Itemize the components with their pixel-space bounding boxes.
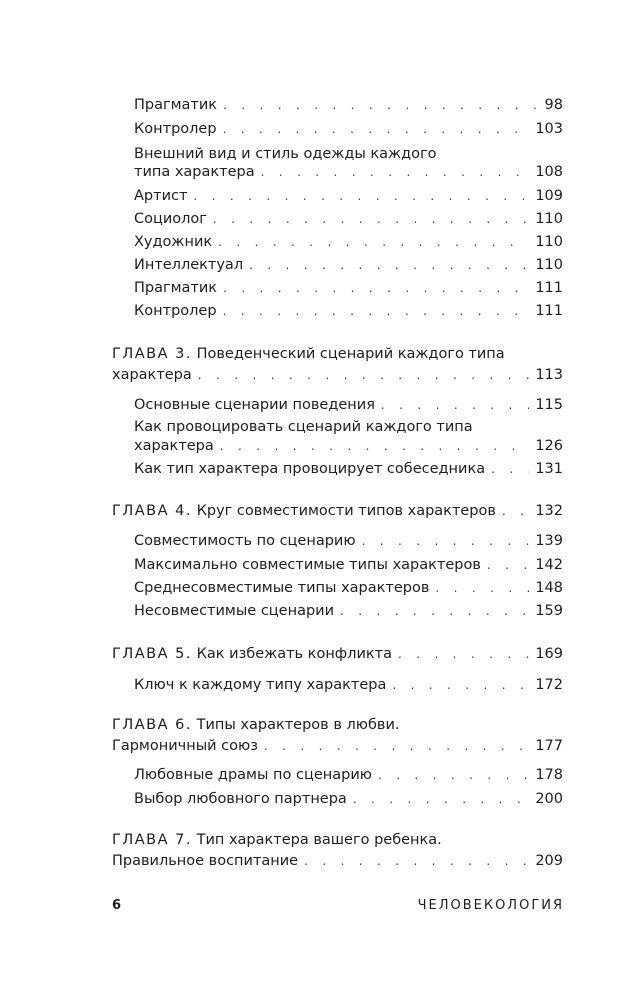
leader-dots (378, 766, 529, 784)
leader-dots (218, 233, 529, 251)
chapter-label: ГЛАВА 3. (112, 346, 192, 362)
toc-entry-title: Несовместимые сценарии (134, 603, 335, 619)
leader-dots (502, 502, 529, 520)
chapter-entry (112, 502, 563, 520)
toc-entry-title-line: Внешний вид и стиль одежды каждого (134, 146, 437, 162)
toc-entry (134, 556, 563, 574)
leader-dots (193, 187, 529, 205)
chapter-entry (112, 645, 563, 663)
leader-dots (264, 737, 529, 755)
toc-entry (134, 120, 563, 138)
toc-entry-title: типа характера (134, 164, 255, 180)
chapter-page: 177 (535, 738, 563, 754)
toc-entry (134, 460, 563, 478)
toc-entry-title: Среднесовместимые типы характеров (134, 580, 430, 596)
toc-entry (134, 790, 563, 808)
toc-entry (134, 766, 563, 784)
toc-entry-page: 115 (535, 397, 563, 413)
toc-entry (134, 210, 563, 228)
chapter-label: ГЛАВА 7. (112, 832, 192, 848)
toc-entry-page: 110 (535, 211, 563, 227)
chapter-title-continued: характера (112, 367, 192, 383)
chapter-title: Поведенческий сценарий каждого типа (196, 346, 505, 362)
leader-dots (392, 676, 529, 694)
toc-entry-page: 126 (535, 438, 563, 454)
chapter-heading (112, 502, 496, 520)
chapter-label: ГЛАВА 6. (112, 717, 192, 733)
toc-entry-title: Художник (134, 234, 213, 250)
leader-dots (249, 256, 529, 274)
chapter-page: 113 (535, 367, 563, 383)
toc-entry-title: Любовные драмы по сценарию (134, 767, 372, 783)
chapter-title-continued: Гармоничный союз (112, 738, 258, 754)
leader-dots (304, 852, 529, 870)
leader-dots (381, 396, 529, 414)
leader-dots (261, 163, 530, 181)
page-number: 6 (112, 898, 122, 913)
toc-entry-title: Интеллектуал (134, 257, 244, 273)
chapter-entry (112, 366, 563, 384)
toc-entry-title: Прагматик (134, 280, 218, 296)
toc-entry-page: 110 (535, 257, 563, 273)
toc-entry-page: 103 (535, 121, 563, 137)
chapter-title: Тип характера вашего ребенка. (196, 832, 442, 848)
toc-entry (134, 579, 563, 597)
toc-entry-page: 139 (535, 533, 563, 549)
toc-entry (134, 396, 563, 414)
toc-entry-page: 108 (535, 164, 563, 180)
chapter-title: Круг совместимости типов характеров (196, 503, 496, 519)
leader-dots (223, 96, 538, 114)
toc-entry-title: Совместимость по сценарию (134, 533, 356, 549)
chapter-heading (112, 645, 392, 663)
toc-entry-title: Основные сценарии поведения (134, 397, 375, 413)
toc-entry-page: 159 (535, 603, 563, 619)
chapter-page: 209 (535, 853, 563, 869)
toc-entry-page: 110 (535, 234, 563, 250)
toc-entry-title: Выбор любовного партнера (134, 791, 347, 807)
leader-dots (223, 302, 530, 320)
toc-entry (134, 279, 563, 297)
chapter-heading-line (112, 831, 563, 849)
leader-dots (198, 366, 530, 384)
chapter-entry (112, 737, 563, 755)
toc-entry (134, 302, 563, 320)
toc-entry (134, 602, 563, 620)
toc-entry-title: Артист (134, 188, 188, 204)
toc-entry-page: 142 (535, 557, 563, 573)
toc-entry-page: 178 (535, 767, 563, 783)
leader-dots (487, 556, 529, 574)
leader-dots (223, 120, 530, 138)
leader-dots (398, 645, 529, 663)
chapter-title: Типы характеров в любви. (196, 717, 400, 733)
toc-entry (134, 187, 563, 205)
leader-dots (340, 602, 529, 620)
chapter-heading-line (112, 716, 563, 734)
toc-entry-title: Контролер (134, 303, 217, 319)
chapter-label: ГЛАВА 5. (112, 646, 192, 662)
toc-entry (134, 163, 563, 181)
toc-entry-page: 98 (544, 97, 563, 113)
toc-entry-title-line: Как провоцировать сценарий каждого типа (134, 419, 473, 435)
running-title: ЧЕЛОВЕКОЛОГИЯ (417, 898, 564, 913)
leader-dots (223, 279, 529, 297)
toc-entry-page: 109 (535, 188, 563, 204)
toc-entry (134, 233, 563, 251)
chapter-label: ГЛАВА 4. (112, 503, 192, 519)
toc-entry-title: Максимально совместимые типы характеров (134, 557, 481, 573)
leader-dots (213, 210, 529, 228)
toc-entry (134, 96, 563, 114)
toc-entry-page: 200 (535, 791, 563, 807)
toc-entry-page: 111 (535, 280, 563, 296)
toc-entry-page: 131 (535, 461, 563, 477)
toc-entry (134, 256, 563, 274)
leader-dots (220, 437, 530, 455)
toc-entry-title: Как тип характера провоцирует собеседника (134, 461, 486, 477)
toc-entry-title: Прагматик (134, 97, 218, 113)
chapter-entry (112, 852, 563, 870)
chapter-page: 169 (535, 646, 563, 662)
toc-entry (134, 676, 563, 694)
leader-dots (362, 532, 530, 550)
toc-entry-title: Социолог (134, 211, 207, 227)
toc-entry (134, 532, 563, 550)
chapter-title-continued: Правильное воспитание (112, 853, 299, 869)
toc-entry (134, 437, 563, 455)
toc-entry-page: 148 (535, 580, 563, 596)
toc-entry-page: 111 (535, 303, 563, 319)
toc-entry-title: Контролер (134, 121, 217, 137)
toc-entry-title: характера (134, 438, 214, 454)
toc-entry-title: Ключ к каждому типу характера (134, 677, 387, 693)
leader-dots (435, 579, 529, 597)
chapter-title: Как избежать конфликта (196, 646, 392, 662)
chapter-heading-line (112, 345, 563, 363)
chapter-page: 132 (535, 503, 563, 519)
leader-dots (353, 790, 529, 808)
toc-entry-page: 172 (535, 677, 563, 693)
leader-dots (491, 460, 529, 478)
